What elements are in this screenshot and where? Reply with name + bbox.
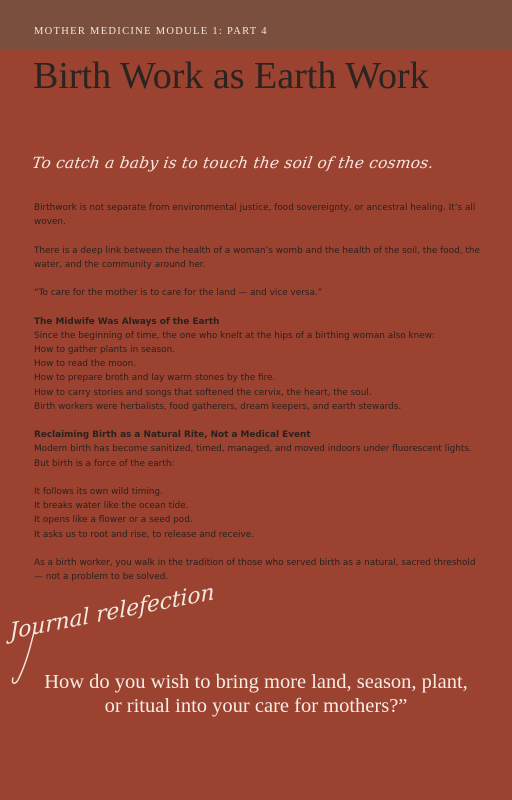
module-label: MOTHER MEDICINE MODULE 1: PART 4 [34, 26, 268, 37]
list-item: It opens like a flower or a seed pod. [34, 515, 193, 526]
page-title: Birth Work as Earth Work [33, 55, 429, 97]
section-line: Birth workers were herbalists, food gatherers, dream keepers, and earth stewards. [34, 401, 402, 412]
section-reclaiming [34, 428, 480, 471]
section-heading: Reclaiming Birth as a Natural Rite, Not a Medical Event [34, 430, 311, 441]
section-line: How to carry stories and songs that softened the cervix, the heart, the soul. [34, 387, 372, 398]
paragraph-closing: As a birth worker, you walk in the tradition of those who served birth as a natural, sacred threshold — not a problem to be solved. [34, 557, 476, 583]
top-bar [0, 0, 512, 50]
list-rite [34, 485, 480, 542]
list-item: It breaks water like the ocean tide. [34, 501, 189, 512]
journal-label: Journal relefection [9, 579, 215, 645]
body-text [34, 201, 480, 599]
section-line: How to prepare broth and lay warm stones by the fire. [34, 373, 276, 384]
list-item: It follows its own wild timing. [34, 486, 163, 497]
journal-question: How do you wish to bring more land, season, plant, or ritual into your care for mothers?” [44, 671, 468, 717]
paragraph-deep-link: There is a deep link between the health of a woman’s womb and the health of the soil, the food, the water, and the community around her. [34, 245, 480, 270]
tagline: To catch a baby is to touch the soil of the cosmos. [31, 154, 435, 172]
section-line: How to gather plants in season. [34, 344, 176, 355]
section-midwife [34, 315, 480, 414]
list-item: It asks us to root and rise, to release and receive. [34, 529, 255, 540]
quote: “To care for the mother is to care for the land — and vice versa.” [34, 288, 323, 299]
section-line: Since the beginning of time, the one who knelt at the hips of a birthing woman also knew: [34, 330, 435, 341]
paragraph-intro: Birthwork is not separate from environmental justice, food sovereignty, or ancestral healing. It’s all woven. [34, 203, 476, 228]
section-line: How to read the moon. [34, 359, 137, 370]
section-intro: Modern birth has become sanitized, timed, managed, and moved indoors under fluorescent lights. But birth is a force of the earth: [34, 444, 472, 469]
section-heading: The Midwife Was Always of the Earth [34, 316, 220, 327]
